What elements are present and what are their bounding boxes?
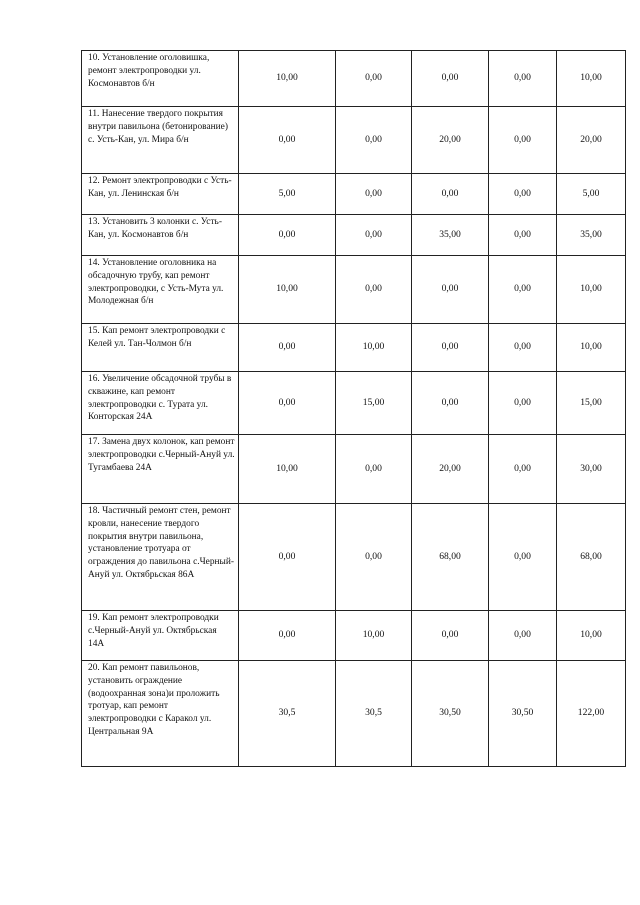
total-cell: 15,00	[557, 372, 626, 435]
value-cell: 20,00	[412, 107, 489, 174]
value-cell: 0,00	[489, 174, 557, 215]
value-cell: 0,00	[489, 504, 557, 611]
total-cell: 68,00	[557, 504, 626, 611]
value-cell: 30,50	[412, 661, 489, 767]
total-cell: 35,00	[557, 215, 626, 256]
work-description: 12. Ремонт электропроводки с Усть-Кан, ул. Ленинская б/н	[82, 174, 239, 215]
table-row	[82, 435, 626, 504]
table-row	[82, 324, 626, 372]
value-cell: 0,00	[412, 611, 489, 661]
value-cell: 0,00	[336, 51, 412, 107]
total-cell: 20,00	[557, 107, 626, 174]
total-cell: 10,00	[557, 51, 626, 107]
value-cell: 0,00	[239, 372, 336, 435]
work-description: 11. Нанесение твердого покрытия внутри павильона (бетонирование) с. Усть-Кан, ул. Мира б/н	[82, 107, 239, 174]
value-cell: 35,00	[412, 215, 489, 256]
work-description: 20. Кап ремонт павильонов, установить ограждение (водоохранная зона)и проложить тротуар, кап ремонт электропроводки с Каракол ул. Центральная 9А	[82, 661, 239, 767]
works-table-body	[82, 51, 626, 767]
work-description: 13. Установить 3 колонки с. Усть-Кан, ул. Космонавтов б/н	[82, 215, 239, 256]
value-cell: 10,00	[239, 51, 336, 107]
total-cell: 10,00	[557, 611, 626, 661]
value-cell: 0,00	[336, 504, 412, 611]
value-cell: 0,00	[412, 256, 489, 324]
value-cell: 0,00	[489, 324, 557, 372]
value-cell: 0,00	[489, 215, 557, 256]
table-row	[82, 174, 626, 215]
work-description: 17. Замена двух колонок, кап ремонт электропроводки с.Черный-Ануй ул. Тугамбаева 24А	[82, 435, 239, 504]
value-cell: 0,00	[489, 372, 557, 435]
value-cell: 0,00	[336, 256, 412, 324]
value-cell: 0,00	[239, 107, 336, 174]
table-row	[82, 504, 626, 611]
value-cell: 0,00	[489, 51, 557, 107]
value-cell: 10,00	[336, 611, 412, 661]
value-cell: 0,00	[412, 324, 489, 372]
value-cell: 30,5	[239, 661, 336, 767]
value-cell: 0,00	[239, 504, 336, 611]
works-table	[81, 50, 626, 767]
value-cell: 20,00	[412, 435, 489, 504]
table-row	[82, 107, 626, 174]
work-description: 10. Установление оголовишка, ремонт электропроводки ул. Космонавтов б/н	[82, 51, 239, 107]
value-cell: 0,00	[489, 611, 557, 661]
value-cell: 0,00	[336, 174, 412, 215]
value-cell: 0,00	[412, 174, 489, 215]
work-description: 18. Частичный ремонт стен, ремонт кровли, нанесение твердого покрытия внутри павильона, установление тротуара от ограждения до павильона с.Черный-Ануй ул. Октябрьская 86А	[82, 504, 239, 611]
total-cell: 10,00	[557, 324, 626, 372]
value-cell: 5,00	[239, 174, 336, 215]
value-cell: 15,00	[336, 372, 412, 435]
value-cell: 0,00	[489, 256, 557, 324]
work-description: 16. Увеличение обсадочной трубы в скважине, кап ремонт электропроводки с. Турата ул. Конторская 24А	[82, 372, 239, 435]
table-row	[82, 51, 626, 107]
total-cell: 122,00	[557, 661, 626, 767]
value-cell: 10,00	[336, 324, 412, 372]
table-row	[82, 372, 626, 435]
value-cell: 0,00	[412, 372, 489, 435]
value-cell: 0,00	[412, 51, 489, 107]
value-cell: 0,00	[239, 611, 336, 661]
table-row	[82, 611, 626, 661]
work-description: 15. Кап ремонт электропроводки с Келей ул. Тан-Чолмон б/н	[82, 324, 239, 372]
total-cell: 30,00	[557, 435, 626, 504]
value-cell: 30,50	[489, 661, 557, 767]
value-cell: 0,00	[489, 435, 557, 504]
value-cell: 10,00	[239, 435, 336, 504]
total-cell: 5,00	[557, 174, 626, 215]
value-cell: 30,5	[336, 661, 412, 767]
value-cell: 10,00	[239, 256, 336, 324]
value-cell: 0,00	[489, 107, 557, 174]
value-cell: 0,00	[336, 215, 412, 256]
value-cell: 68,00	[412, 504, 489, 611]
work-description: 19. Кап ремонт электропроводки с.Черный-Ануй ул. Октябрьская 14А	[82, 611, 239, 661]
work-description: 14. Установление оголовника на обсадочную трубу, кап ремонт электропроводки, с Усть-Мута ул. Молодежная б/н	[82, 256, 239, 324]
total-cell: 10,00	[557, 256, 626, 324]
table-row	[82, 661, 626, 767]
value-cell: 0,00	[336, 107, 412, 174]
table-row	[82, 215, 626, 256]
table-row	[82, 256, 626, 324]
value-cell: 0,00	[336, 435, 412, 504]
value-cell: 0,00	[239, 324, 336, 372]
value-cell: 0,00	[239, 215, 336, 256]
